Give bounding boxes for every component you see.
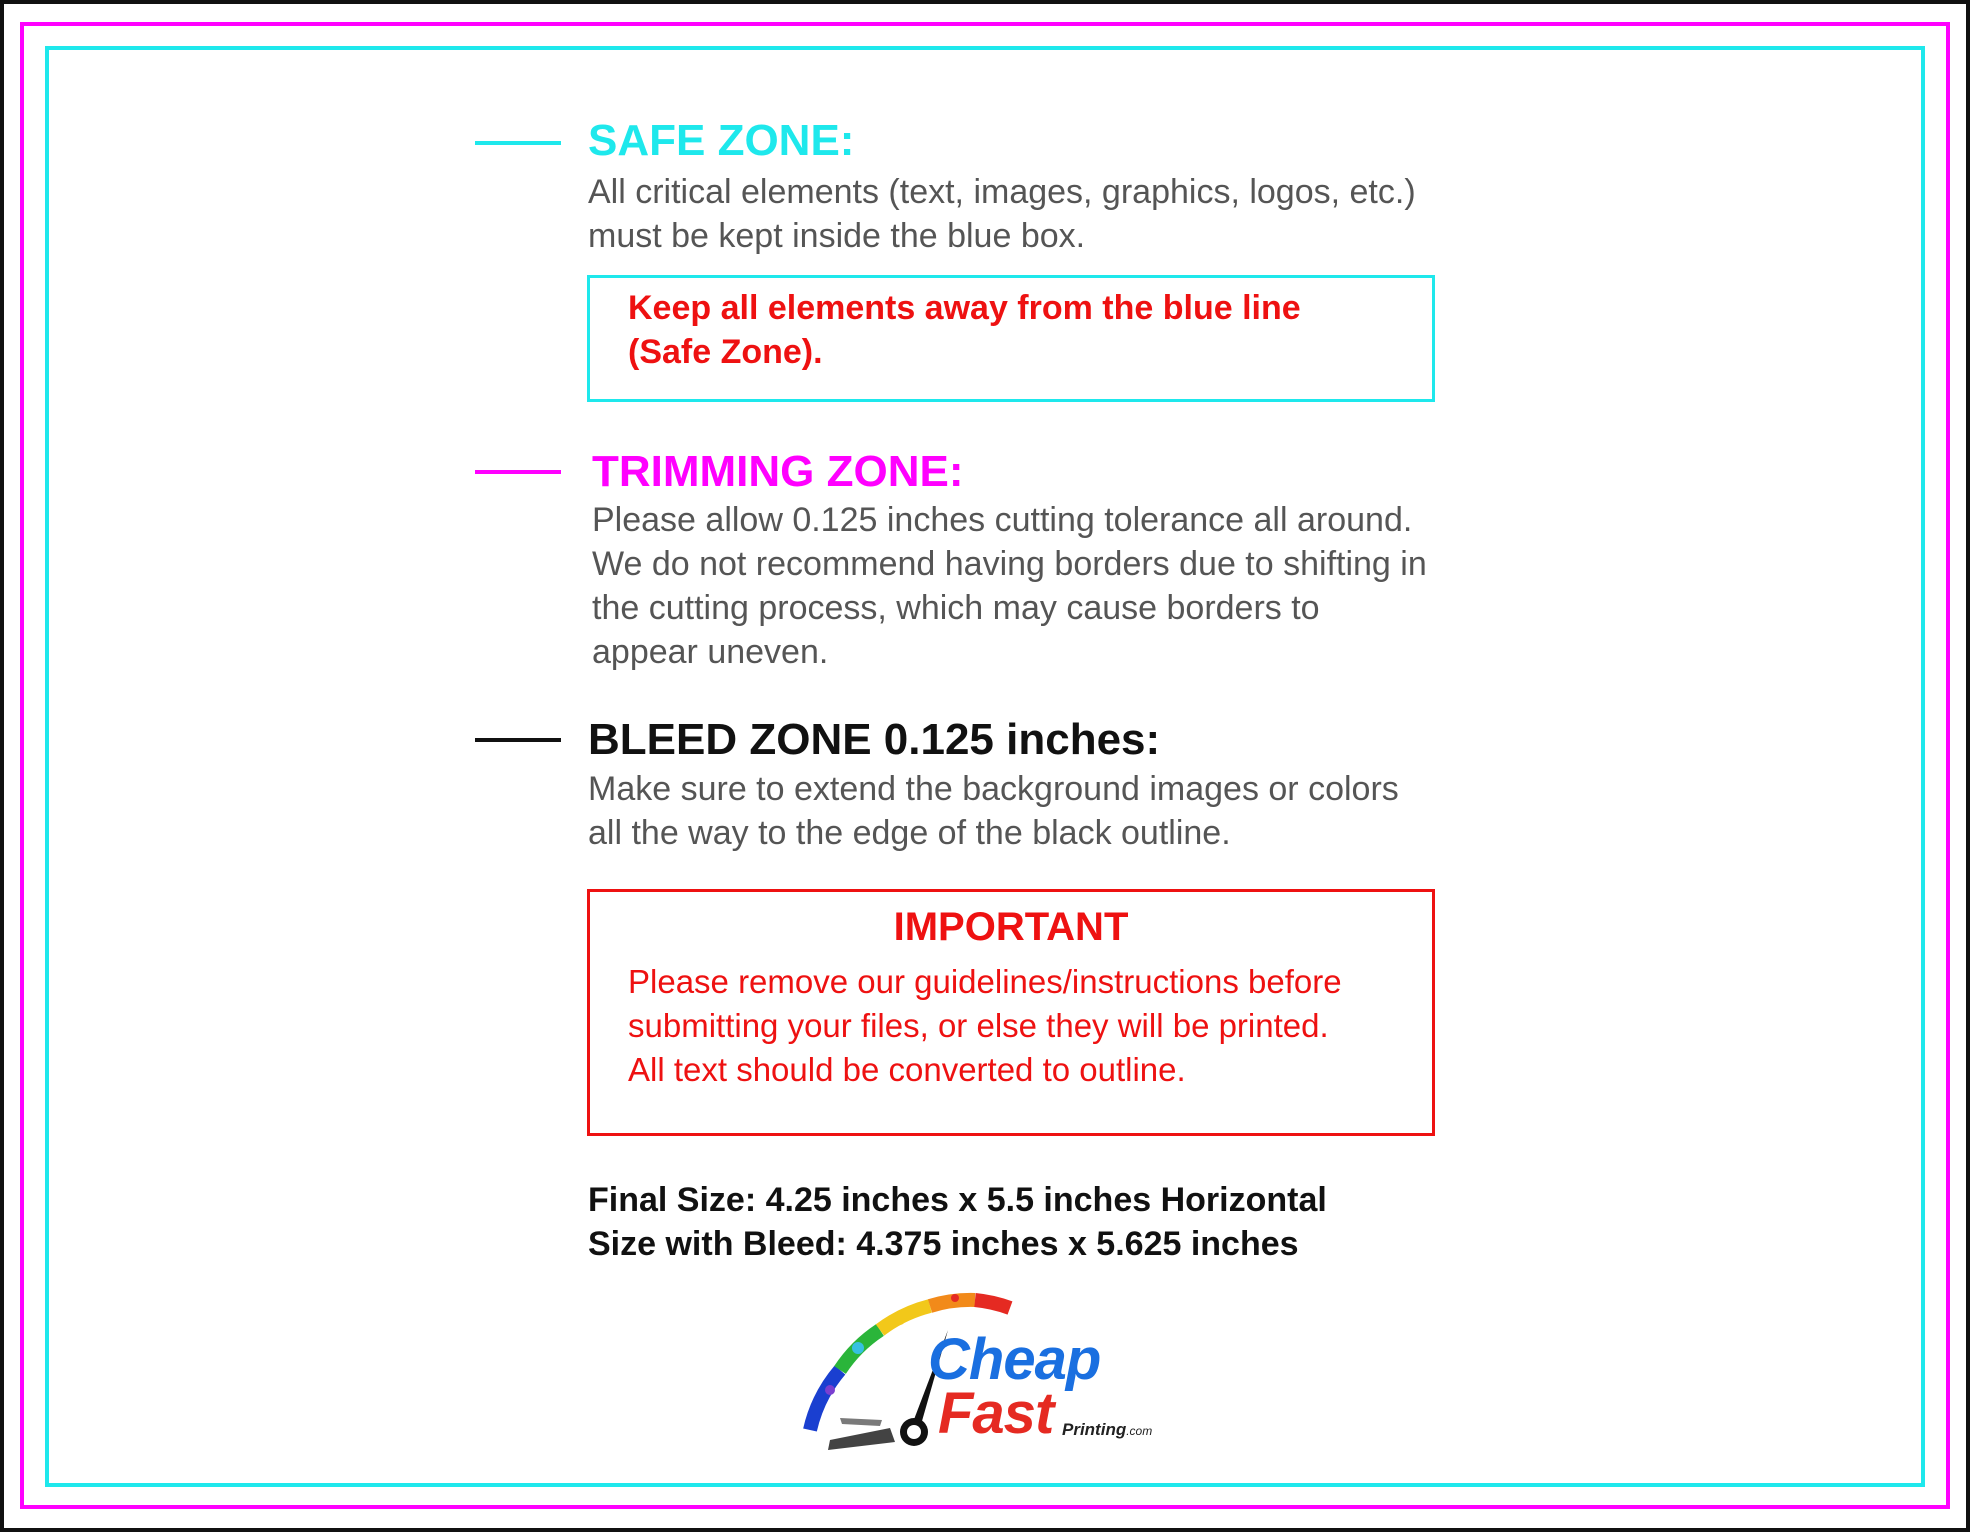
- cheap-fast-printing-logo: [770, 1290, 1170, 1470]
- safe-zone-line: All critical elements (text, images, graphics, logos, etc.): [588, 173, 1416, 211]
- trimming-zone-legend-line: [475, 470, 561, 474]
- logo-word-cheap: Cheap: [928, 1327, 1101, 1392]
- important-description: [628, 960, 1342, 1092]
- safe-zone-note-box: [587, 275, 1435, 402]
- important-line: submitting your files, or else they will be printed.: [628, 1007, 1329, 1044]
- important-line: Please remove our guidelines/instructions before: [628, 963, 1342, 1000]
- logo-com-suffix: .com: [1126, 1424, 1153, 1438]
- bleed-zone-line: Make sure to extend the background images or colors: [588, 770, 1399, 808]
- final-size: Final Size: 4.25 inches x 5.5 inches Horizontal: [588, 1181, 1327, 1219]
- safe-zone-note-line: Keep all elements away from the blue line: [628, 289, 1301, 327]
- safe-zone-line: must be kept inside the blue box.: [588, 217, 1086, 255]
- bleed-zone-title: BLEED ZONE 0.125 inches:: [588, 715, 1161, 764]
- logo-printing-text: Printing: [1062, 1420, 1127, 1439]
- trimming-zone-line: Please allow 0.125 inches cutting tolerance all around.: [592, 501, 1413, 539]
- important-title: IMPORTANT: [893, 905, 1129, 949]
- trimming-zone-line: the cutting process, which may cause borders to: [592, 589, 1320, 627]
- bleed-zone-line: all the way to the edge of the black outline.: [588, 814, 1231, 852]
- safe-zone-legend-line: [475, 141, 561, 145]
- safe-zone-note-line: (Safe Zone).: [628, 333, 823, 371]
- trimming-zone-description: [592, 498, 1427, 674]
- size-info: [588, 1178, 1327, 1266]
- safe-zone-title: SAFE ZONE:: [588, 116, 855, 165]
- logo-word-fast: Fast: [938, 1381, 1054, 1446]
- important-line: All text should be converted to outline.: [628, 1051, 1186, 1088]
- trimming-zone-title: TRIMMING ZONE:: [592, 447, 964, 496]
- safe-zone-description: [588, 170, 1416, 258]
- trimming-zone-line: appear uneven.: [592, 633, 829, 671]
- trimming-zone-line: We do not recommend having borders due to shifting in: [592, 545, 1427, 583]
- bleed-size: Size with Bleed: 4.375 inches x 5.625 inches: [588, 1225, 1299, 1263]
- important-box: [587, 889, 1435, 1136]
- bleed-zone-legend-line: [475, 738, 561, 742]
- safe-zone-note: [628, 286, 1301, 374]
- bleed-zone-description: [588, 767, 1399, 855]
- logo-word-printing: [1062, 1420, 1152, 1441]
